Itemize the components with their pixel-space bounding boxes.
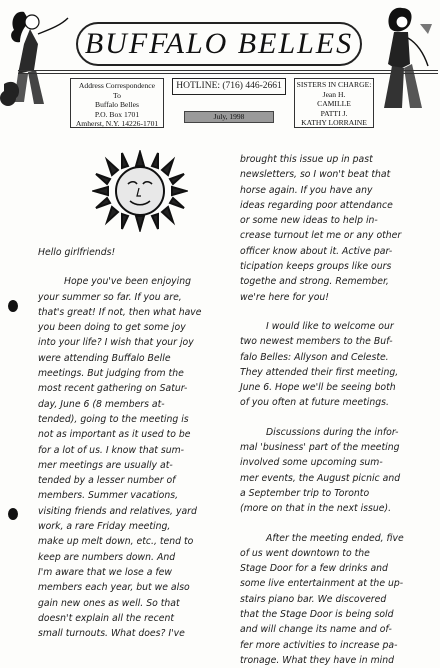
text-line: officer know about it. Active par- <box>240 245 393 257</box>
address-line: Amherst, N.Y. 14226-1701 <box>75 119 159 129</box>
sister-name: PATTI J. <box>320 108 348 118</box>
text-line: (more on that in the next issue). <box>240 503 392 515</box>
sun-clipart-icon <box>92 150 188 232</box>
text-line: your summer so far. If you are, <box>38 291 182 303</box>
masthead-title-box <box>76 22 362 66</box>
sister-name: Jean H. <box>322 89 346 99</box>
issue-date-bar <box>184 111 274 123</box>
text-line: of you often at future meetings. <box>240 397 389 409</box>
text-line: tended by a lesser number of <box>38 475 176 487</box>
text-line: mer events, the August picnic and <box>240 472 401 484</box>
text-line: for a lot of us. I know that sum- <box>38 444 185 456</box>
text-line: stairs piano bar. We discovered <box>240 593 387 605</box>
text-line: ticipation keeps groups like ours <box>240 261 392 273</box>
text-line: we're here for you! <box>240 291 330 303</box>
text-line: I would like to welcome our <box>266 320 394 332</box>
text-line: They attended their first meeting, <box>240 366 399 378</box>
text-line: and will change its name and of- <box>240 624 392 636</box>
binder-hole-mark <box>8 508 18 520</box>
text-line: were attending Buffalo Belle <box>38 352 171 364</box>
text-line: visiting friends and relatives, yard <box>38 505 197 517</box>
text-line: Hope you've been enjoying <box>64 276 192 288</box>
text-line: small turnouts. What does? I've <box>38 628 185 640</box>
binder-hole-mark <box>0 90 16 106</box>
text-line: After the meeting ended, five <box>266 532 404 544</box>
text-line: gain new ones as well. So that <box>38 597 180 609</box>
text-line: ideas regarding poor attendance <box>240 199 393 211</box>
address-line: P.O. Box 1701 <box>94 109 140 119</box>
text-line: June 6. Hope we'll be seeing both <box>240 382 396 394</box>
text-line: not as important as it used to be <box>38 429 191 441</box>
text-line: day, June 6 (8 members at- <box>38 398 165 410</box>
woman-right-illustration-icon <box>366 4 438 114</box>
text-line: meetings. But judging from the <box>38 368 184 380</box>
text-line: that's great! If not, then what have <box>38 306 202 318</box>
address-line: To <box>113 90 121 100</box>
address-line: Address Correspondence <box>78 81 156 90</box>
masthead-title: BUFFALO BELLES <box>84 27 354 60</box>
text-line: doesn't explain all the recent <box>38 612 174 624</box>
text-line: tended), going to the meeting is <box>38 413 189 425</box>
sister-name: KATHY LORRAINE <box>301 118 367 128</box>
text-line: of us went downtown to the <box>240 547 370 559</box>
binder-hole-mark <box>8 300 18 312</box>
text-line: work, a rare Friday meeting, <box>38 521 171 533</box>
text-line: two newest members to the Buf- <box>240 336 393 348</box>
article-right-column <box>240 152 436 668</box>
text-line: or some new ideas to help in- <box>240 215 378 227</box>
sisters-box <box>294 78 374 128</box>
issue-date: July, 1998 <box>213 112 245 121</box>
masthead-rule-top-2 <box>18 73 438 74</box>
sister-name: CAMILLE <box>317 99 351 109</box>
text-line: crease turnout let me or any other <box>240 230 402 242</box>
text-line: brought this issue up in past <box>240 154 373 165</box>
text-line: that the Stage Door is being sold <box>240 609 394 621</box>
text-line: into your life? I wish that your joy <box>38 337 194 349</box>
text-line: mal 'business' part of the meeting <box>240 442 400 454</box>
text-line: Stage Door for a few drinks and <box>240 563 388 575</box>
text-line: make up melt down, etc., tend to <box>38 536 194 548</box>
text-line: fer more activities to increase pa- <box>240 639 398 651</box>
masthead-rule-top <box>18 70 438 71</box>
text-line: you been doing to get some joy <box>38 322 186 334</box>
text-line: members. Summer vacations, <box>38 490 179 502</box>
text-line: togethe and strong. Remember, <box>240 276 389 288</box>
text-line: a September trip to Toronto <box>240 487 370 499</box>
text-line: horse again. If you have any <box>240 184 373 196</box>
text-line: keep are numbers down. And <box>38 551 176 563</box>
text-line: falo Belles: Allyson and Celeste. <box>240 351 389 363</box>
text-line: Discussions during the infor- <box>266 426 399 438</box>
sisters-heading: SISTERS IN CHARGE: <box>296 80 372 89</box>
text-line: tronage. What they have in mind <box>240 654 395 666</box>
text-line: newsletters, so I won't beat that <box>240 169 391 181</box>
address-line: Buffalo Belles <box>95 100 139 110</box>
text-line: some live entertainment at the up- <box>240 578 404 590</box>
text-line: mer meetings are usually at- <box>38 459 173 471</box>
text-line: involved some upcoming sum- <box>240 457 383 469</box>
text-line: members each year, but we also <box>38 582 190 594</box>
hotline-text: HOTLINE: (716) 446-2661 <box>176 81 282 91</box>
greeting: Hello girlfriends! <box>38 247 116 258</box>
text-line: I'm aware that we lose a few <box>38 566 172 578</box>
text-line: most recent gathering on Satur- <box>38 383 188 395</box>
article-left-column <box>38 245 234 641</box>
address-box <box>70 78 164 128</box>
hotline-box <box>172 78 286 95</box>
